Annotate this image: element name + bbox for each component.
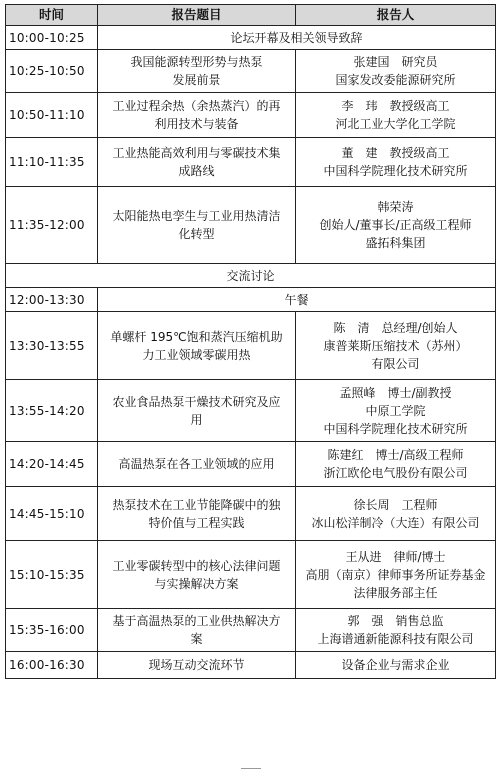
header-speaker: 报告人 xyxy=(296,5,496,26)
table-row xyxy=(6,187,496,264)
speaker-cell-line: 康普莱斯压缩技术（苏州） xyxy=(323,338,468,353)
speaker-cell-line: 韩荣涛 xyxy=(377,200,414,214)
speaker-cell-line: 陈 清 总经理/创始人 xyxy=(333,320,458,335)
speaker-cell-line: 冰山松洋制冷（大连）有限公司 xyxy=(311,515,480,530)
topic-cell-line: 特价值与工程实践 xyxy=(148,515,245,530)
speaker-cell-line: 上海谱通新能源科技有限公司 xyxy=(317,632,474,646)
topic-cell xyxy=(98,541,296,609)
speaker-cell-line: 孟照峰 博士/副教授 xyxy=(339,385,452,400)
header-topic: 报告题目 xyxy=(98,5,296,26)
speaker-cell xyxy=(296,380,496,442)
speaker-cell-line: 河北工业大学化工学院 xyxy=(335,117,456,131)
topic-cell xyxy=(98,187,296,264)
table-row xyxy=(6,26,496,50)
speaker-cell-line: 设备企业与需求企业 xyxy=(341,658,450,672)
time-cell: 16:00-16:30 xyxy=(6,652,98,679)
topic-cell xyxy=(98,609,296,652)
table-row xyxy=(6,652,496,679)
topic-cell xyxy=(98,138,296,187)
speaker-cell-line: 中国科学院理化技术研究所 xyxy=(323,164,468,178)
speaker-cell xyxy=(296,609,496,652)
topic-cell-line: 利用技术与装备 xyxy=(154,117,239,131)
speaker-cell xyxy=(296,312,496,380)
speaker-cell-line: 中国科学院理化技术研究所 xyxy=(323,421,468,436)
time-cell: 10:25-10:50 xyxy=(6,50,98,93)
topic-cell xyxy=(98,50,296,93)
table-row xyxy=(6,138,496,187)
topic-cell xyxy=(98,93,296,138)
table-row xyxy=(6,288,496,312)
topic-cell-line: 基于高温热泵的工业供热解决方 xyxy=(112,614,281,628)
time-cell: 12:00-13:30 xyxy=(6,288,98,312)
speaker-cell-line: 浙江欧伦电气股份有限公司 xyxy=(323,466,468,480)
speaker-cell xyxy=(296,187,496,264)
topic-cell xyxy=(98,312,296,380)
topic-cell-line: 太阳能热电孪生与工业用热清洁 xyxy=(112,209,281,223)
topic-cell-line: 我国能源转型形势与热泵 xyxy=(130,55,263,69)
topic-cell-line: 力工业领域零碳用热 xyxy=(142,347,251,362)
speaker-cell xyxy=(296,541,496,609)
speaker-cell-line: 高朋（南京）律师事务所证券基金 xyxy=(305,567,486,582)
table-row xyxy=(6,93,496,138)
time-cell: 11:35-12:00 xyxy=(6,187,98,264)
table-row xyxy=(6,312,496,380)
speaker-cell-line: 王从进 律师/博士 xyxy=(345,549,446,564)
topic-cell-line: 工业零碳转型中的核心法律问题 xyxy=(112,558,281,573)
speaker-cell xyxy=(296,93,496,138)
time-cell: 15:10-15:35 xyxy=(6,541,98,609)
topic-cell-line: 工业热能高效利用与零碳技术集 xyxy=(112,146,281,160)
agenda-table xyxy=(5,4,496,679)
header-row xyxy=(6,5,496,26)
topic-cell xyxy=(98,380,296,442)
speaker-cell xyxy=(296,138,496,187)
topic-cell-line: 发展前景 xyxy=(172,73,221,87)
speaker-cell-line: 张建国 研究员 xyxy=(353,55,438,69)
table-row xyxy=(6,264,496,288)
session-break-cell: 交流讨论 xyxy=(6,264,496,288)
time-cell: 11:10-11:35 xyxy=(6,138,98,187)
speaker-cell-line: 陈建红 博士/高级工程师 xyxy=(327,448,464,462)
topic-cell-line: 高温热泵在各工业领域的应用 xyxy=(118,457,275,471)
topic-cell-line: 用 xyxy=(190,412,203,427)
topic-cell-line: 工业过程余热（余热蒸汽）的再 xyxy=(112,99,281,113)
topic-cell xyxy=(98,652,296,679)
time-cell: 15:35-16:00 xyxy=(6,609,98,652)
session-cell: 论坛开幕及相关领导致辞 xyxy=(98,26,496,50)
table-row xyxy=(6,380,496,442)
speaker-cell-line: 创始人/董事长/正高级工程师 xyxy=(319,218,472,232)
topic-cell-line: 案 xyxy=(190,632,203,646)
topic-cell-line: 化转型 xyxy=(178,227,215,241)
topic-cell-line: 现场互动交流环节 xyxy=(148,658,245,672)
time-cell: 13:30-13:55 xyxy=(6,312,98,380)
time-cell: 14:20-14:45 xyxy=(6,442,98,487)
session-cell: 午餐 xyxy=(98,288,496,312)
speaker-cell-line: 李 玮 教授级高工 xyxy=(341,99,450,113)
speaker-cell-line: 董 建 教授级高工 xyxy=(341,146,450,160)
speaker-cell xyxy=(296,442,496,487)
topic-cell-line: 成路线 xyxy=(178,164,215,178)
time-cell: 10:50-11:10 xyxy=(6,93,98,138)
time-cell: 10:00-10:25 xyxy=(6,26,98,50)
speaker-cell-line: 郭 强 销售总监 xyxy=(347,614,444,628)
table-row xyxy=(6,541,496,609)
table-row xyxy=(6,50,496,93)
speaker-cell-line: 有限公司 xyxy=(371,356,420,371)
table-row xyxy=(6,609,496,652)
topic-cell-line: 热泵技术在工业节能降碳中的独 xyxy=(112,497,281,512)
table-row xyxy=(6,487,496,541)
time-cell: 13:55-14:20 xyxy=(6,380,98,442)
page-mark xyxy=(241,768,261,769)
topic-cell xyxy=(98,487,296,541)
speaker-cell-line: 中原工学院 xyxy=(365,403,426,418)
header-time: 时间 xyxy=(6,5,98,26)
time-cell: 14:45-15:10 xyxy=(6,487,98,541)
speaker-cell-line: 国家发改委能源研究所 xyxy=(335,73,456,87)
speaker-cell xyxy=(296,50,496,93)
speaker-cell-line: 徐长周 工程师 xyxy=(353,497,438,512)
speaker-cell xyxy=(296,652,496,679)
speaker-cell-line: 盛拓科集团 xyxy=(365,236,426,250)
topic-cell-line: 农业食品热泵干燥技术研究及应 xyxy=(112,394,281,409)
speaker-cell-line: 法律服务部主任 xyxy=(353,585,438,600)
speaker-cell xyxy=(296,487,496,541)
topic-cell xyxy=(98,442,296,487)
table-row xyxy=(6,442,496,487)
topic-cell-line: 与实操解决方案 xyxy=(154,576,239,591)
topic-cell-line: 单螺杆 195℃饱和蒸汽压缩机助 xyxy=(110,329,283,344)
